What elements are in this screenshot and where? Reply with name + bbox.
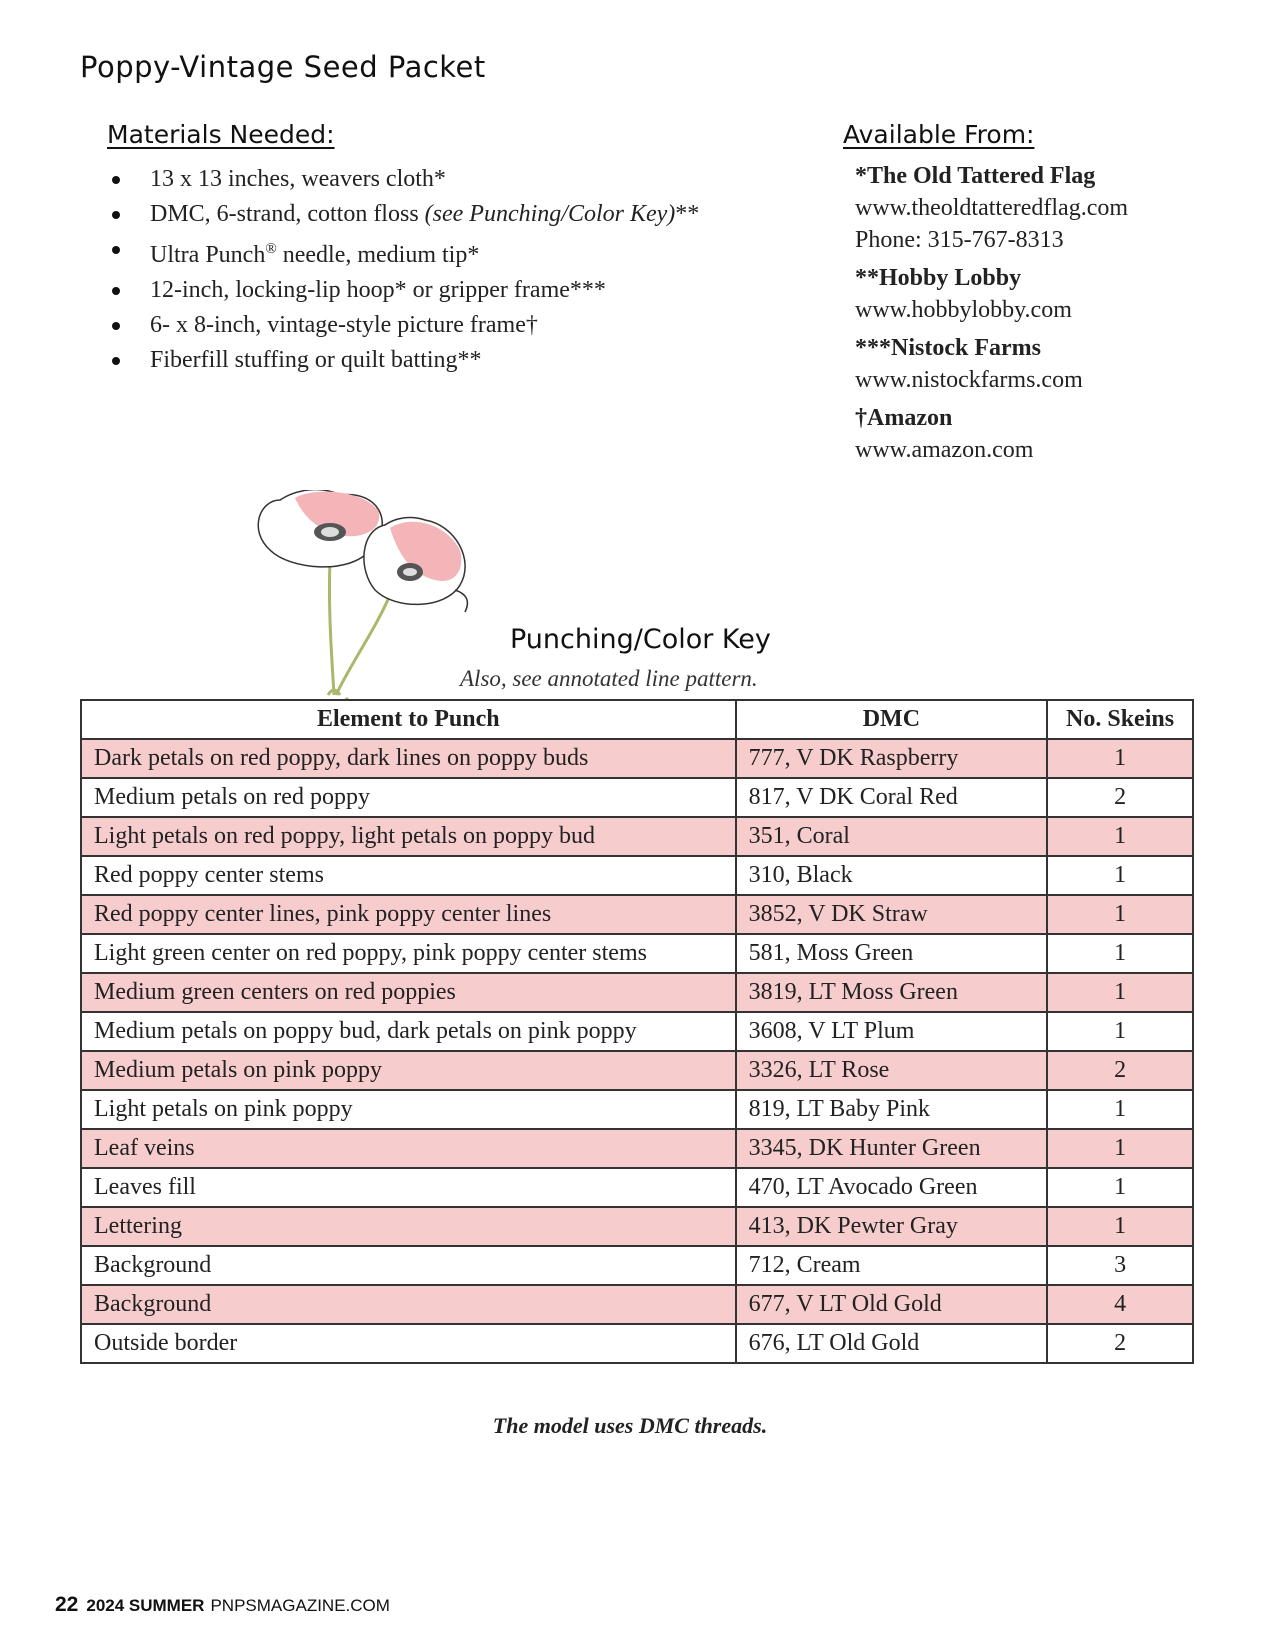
list-item: 6- x 8-inch, vintage-style picture frame† bbox=[108, 308, 699, 343]
vendor-name: ***Nistock Farms bbox=[855, 335, 1041, 361]
element-cell: Background bbox=[81, 1246, 736, 1285]
table-row bbox=[81, 1012, 1193, 1051]
vendor-url[interactable]: www.hobbylobby.com bbox=[855, 297, 1072, 323]
color-key-heading: Punching/Color Key bbox=[510, 624, 771, 655]
list-item: 13 x 13 inches, weavers cloth* bbox=[108, 162, 699, 197]
skeins-cell: 3 bbox=[1047, 1246, 1193, 1285]
table-row bbox=[81, 817, 1193, 856]
dmc-cell: 3345, DK Hunter Green bbox=[736, 1129, 1048, 1168]
column-header: No. Skeins bbox=[1047, 700, 1193, 739]
color-key-body bbox=[81, 739, 1193, 1363]
skeins-cell: 1 bbox=[1047, 973, 1193, 1012]
model-footnote: The model uses DMC threads. bbox=[492, 1413, 768, 1438]
color-key-note: Also, see annotated line pattern. bbox=[460, 666, 758, 691]
vendor-name: *The Old Tattered Flag bbox=[855, 163, 1096, 189]
dmc-cell: 819, LT Baby Pink bbox=[736, 1090, 1048, 1129]
vendor-url[interactable]: www.nistockfarms.com bbox=[855, 367, 1083, 393]
available-heading: Available From: bbox=[843, 120, 1035, 149]
dmc-cell: 413, DK Pewter Gray bbox=[736, 1207, 1048, 1246]
dmc-cell: 3852, V DK Straw bbox=[736, 895, 1048, 934]
vendor-phone: Phone: 315-767-8313 bbox=[855, 227, 1064, 253]
table-row bbox=[81, 1168, 1193, 1207]
table-header-row bbox=[81, 700, 1193, 739]
site-label: PNPSMAGAZINE.COM bbox=[210, 1596, 390, 1615]
skeins-cell: 1 bbox=[1047, 1012, 1193, 1051]
element-cell: Medium petals on pink poppy bbox=[81, 1051, 736, 1090]
materials-heading: Materials Needed: bbox=[107, 120, 335, 149]
dmc-cell: 777, V DK Raspberry bbox=[736, 739, 1048, 778]
dmc-cell: 676, LT Old Gold bbox=[736, 1324, 1048, 1363]
skeins-cell: 1 bbox=[1047, 1168, 1193, 1207]
element-cell: Medium petals on poppy bud, dark petals on pink poppy bbox=[81, 1012, 736, 1051]
materials-list bbox=[108, 162, 699, 378]
vendor-name: **Hobby Lobby bbox=[855, 265, 1022, 291]
table-row bbox=[81, 895, 1193, 934]
dmc-cell: 351, Coral bbox=[736, 817, 1048, 856]
list-item: 12-inch, locking-lip hoop* or gripper frame*** bbox=[108, 273, 699, 308]
dmc-cell: 677, V LT Old Gold bbox=[736, 1285, 1048, 1324]
skeins-cell: 1 bbox=[1047, 895, 1193, 934]
column-header: Element to Punch bbox=[81, 700, 736, 739]
table-row bbox=[81, 1324, 1193, 1363]
element-cell: Lettering bbox=[81, 1207, 736, 1246]
skeins-cell: 2 bbox=[1047, 778, 1193, 817]
skeins-cell: 1 bbox=[1047, 739, 1193, 778]
skeins-cell: 1 bbox=[1047, 934, 1193, 973]
table-row bbox=[81, 1129, 1193, 1168]
vendor bbox=[855, 262, 1128, 326]
list-item: Fiberfill stuffing or quilt batting** bbox=[108, 343, 699, 378]
skeins-cell: 1 bbox=[1047, 856, 1193, 895]
poppy-flower-icon bbox=[364, 518, 468, 612]
element-cell: Medium petals on red poppy bbox=[81, 778, 736, 817]
vendor bbox=[855, 402, 1128, 466]
dmc-cell: 3608, V LT Plum bbox=[736, 1012, 1048, 1051]
vendor-list bbox=[855, 160, 1128, 472]
element-cell: Light green center on red poppy, pink poppy center stems bbox=[81, 934, 736, 973]
table-row bbox=[81, 973, 1193, 1012]
element-cell: Medium green centers on red poppies bbox=[81, 973, 736, 1012]
table-row bbox=[81, 1285, 1193, 1324]
column-header: DMC bbox=[736, 700, 1048, 739]
dmc-cell: 310, Black bbox=[736, 856, 1048, 895]
element-cell: Light petals on pink poppy bbox=[81, 1090, 736, 1129]
page-number: 22 bbox=[55, 1593, 79, 1616]
table-row bbox=[81, 856, 1193, 895]
table-row bbox=[81, 934, 1193, 973]
vendor-url[interactable]: www.amazon.com bbox=[855, 437, 1034, 463]
skeins-cell: 4 bbox=[1047, 1285, 1193, 1324]
page-title: Poppy-Vintage Seed Packet bbox=[80, 50, 486, 84]
element-cell: Light petals on red poppy, light petals on poppy bud bbox=[81, 817, 736, 856]
dmc-cell: 470, LT Avocado Green bbox=[736, 1168, 1048, 1207]
skeins-cell: 2 bbox=[1047, 1324, 1193, 1363]
skeins-cell: 2 bbox=[1047, 1051, 1193, 1090]
element-cell: Background bbox=[81, 1285, 736, 1324]
dmc-cell: 581, Moss Green bbox=[736, 934, 1048, 973]
dmc-cell: 817, V DK Coral Red bbox=[736, 778, 1048, 817]
list-item: Ultra Punch® needle, medium tip* bbox=[108, 232, 699, 273]
page-footer bbox=[55, 1593, 390, 1617]
vendor-url[interactable]: www.theoldtatteredflag.com bbox=[855, 195, 1129, 221]
table-row bbox=[81, 1246, 1193, 1285]
table-row bbox=[81, 739, 1193, 778]
skeins-cell: 1 bbox=[1047, 1207, 1193, 1246]
element-cell: Red poppy center stems bbox=[81, 856, 736, 895]
table-row bbox=[81, 1207, 1193, 1246]
list-item: DMC, 6-strand, cotton floss (see Punching/Color Key)** bbox=[108, 197, 699, 232]
vendor bbox=[855, 160, 1128, 256]
skeins-cell: 1 bbox=[1047, 817, 1193, 856]
table-row bbox=[81, 1051, 1193, 1090]
element-cell: Outside border bbox=[81, 1324, 736, 1363]
element-cell: Red poppy center lines, pink poppy center lines bbox=[81, 895, 736, 934]
element-cell: Dark petals on red poppy, dark lines on poppy buds bbox=[81, 739, 736, 778]
dmc-cell: 712, Cream bbox=[736, 1246, 1048, 1285]
dmc-cell: 3819, LT Moss Green bbox=[736, 973, 1048, 1012]
table-row bbox=[81, 778, 1193, 817]
table-row bbox=[81, 1090, 1193, 1129]
dmc-cell: 3326, LT Rose bbox=[736, 1051, 1048, 1090]
element-cell: Leaves fill bbox=[81, 1168, 736, 1207]
vendor-name: †Amazon bbox=[855, 405, 953, 431]
skeins-cell: 1 bbox=[1047, 1090, 1193, 1129]
vendor bbox=[855, 332, 1128, 396]
skeins-cell: 1 bbox=[1047, 1129, 1193, 1168]
element-cell: Leaf veins bbox=[81, 1129, 736, 1168]
color-key-table bbox=[80, 699, 1194, 1364]
issue-label: 2024 SUMMER bbox=[86, 1596, 205, 1615]
